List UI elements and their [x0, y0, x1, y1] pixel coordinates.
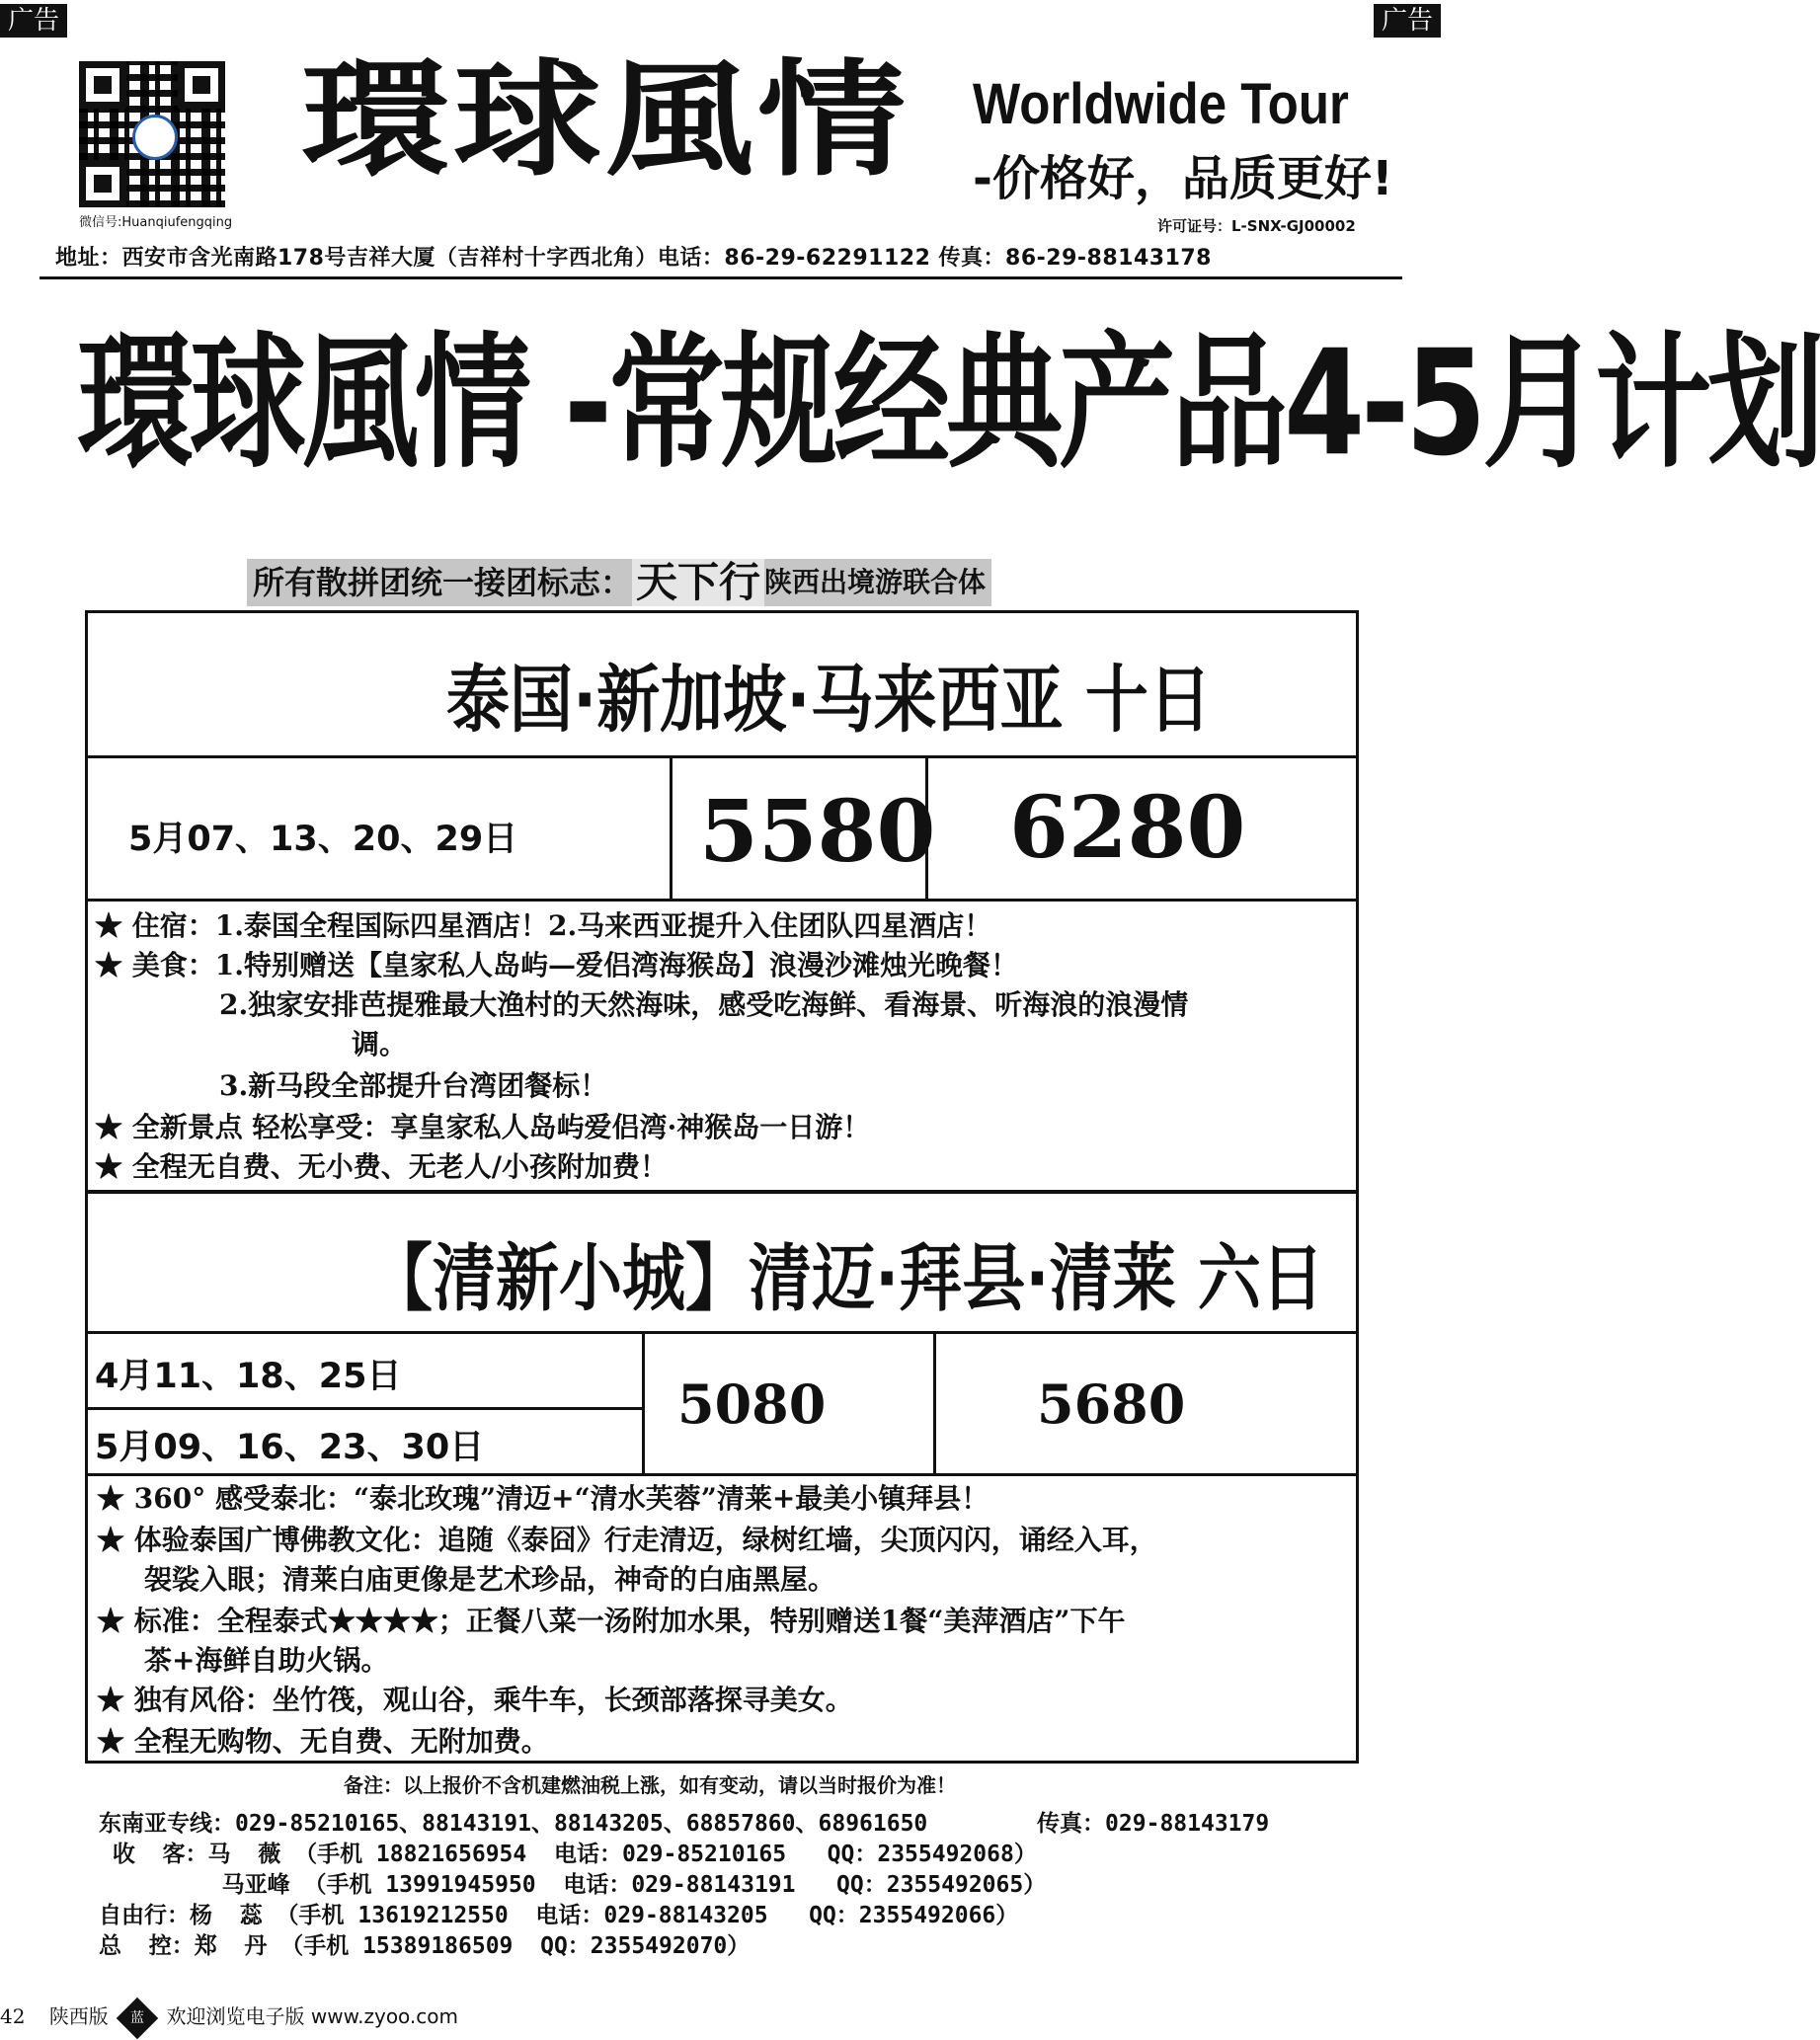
diamond-badge-icon: 蓝 [117, 1997, 158, 2038]
product2-feature: 茶+海鲜自助火锅。 [144, 1644, 389, 1677]
contact-line: 总 控：郑 丹 （手机 15389186509 QQ：2355492070） [99, 1933, 751, 1959]
product1-dates: 5月07、13、20、29日 [128, 820, 518, 859]
product2-feature: ★ 全程无购物、无自费、无附加费。 [97, 1725, 549, 1758]
product1-feature: ★ 全新景点 轻松享受：享皇家私人岛屿爱侣湾·神猴岛一日游！ [95, 1111, 871, 1143]
product2-price2: 5680 [1037, 1373, 1186, 1436]
product1-feature: ★ 全程无自费、无小费、无老人/小孩附加费！ [95, 1150, 668, 1183]
notice-org: 陕西出境游联合体 [764, 566, 987, 598]
qr-code[interactable] [79, 61, 225, 207]
english-name: Worldwide Tour [973, 72, 1349, 136]
product2-feature: ★ 标准：全程泰式★★★★；正餐八菜一汤附加水果，特别赠送1餐“美萍酒店”下午 [97, 1605, 1126, 1637]
product1-feature: ★ 美食：1.特别赠送【皇家私人岛屿—爱侣湾海猴岛】浪漫沙滩烛光晚餐！ [95, 949, 1018, 981]
edition-label: 陕西版 [48, 2004, 109, 2028]
wechat-id: 微信号:Huanqiufengqing [79, 215, 233, 230]
product2-dates-may: 5月09、16、23、30日 [95, 1428, 485, 1467]
slogan: -价格好，品质更好! [973, 151, 1393, 206]
product1-feature: 调。 [352, 1028, 408, 1060]
product1-price2: 6280 [1009, 778, 1246, 878]
product2-feature: ★ 360° 感受泰北：“泰北玫瑰”清迈+“清水芙蓉”清莱+最美小镇拜县！ [97, 1482, 989, 1515]
brand-name: 環球風情 [301, 47, 910, 195]
ad-tag-left: 广告 [0, 4, 67, 38]
page-number: 42 [0, 2004, 26, 2028]
product1-price1: 5580 [699, 782, 936, 882]
product2-price1: 5080 [677, 1373, 827, 1436]
product1-title: 泰国·新加坡·马来西亚 十日 [446, 659, 1212, 744]
divider [40, 276, 1402, 279]
contact-line: 东南亚专线：029-85210165、88143191、88143205、68857860、68961650 传真：029-88143179 [99, 1811, 1270, 1837]
contact-list [99, 1809, 1269, 1962]
product2-feature: 袈裟入眼；清莱白庙更像是艺术珍品，神奇的白庙黑屋。 [144, 1563, 836, 1596]
headline: 環球風情 -常规经典产品4-5月计划 [77, 317, 1820, 489]
brand-logo-icon [132, 115, 178, 160]
website-link[interactable]: 欢迎浏览电子版 www.zyoo.com [166, 2004, 459, 2028]
address-line: 地址：西安市含光南路178号吉祥大厦（吉祥村十字西北角）电话：86-29-62291122 传真：86-29-88143178 [55, 246, 1212, 271]
product2-feature: ★ 独有风俗：坐竹筏，观山谷，乘牛车，长颈部落探寻美女。 [97, 1684, 853, 1716]
license-number: 许可证号：L-SNX-GJ00002 [1157, 217, 1356, 235]
product1-feature: 2.独家安排芭提雅最大渔村的天然海味，感受吃海鲜、看海景、听海浪的浪漫情 [219, 988, 1189, 1021]
ad-tag-right: 广告 [1374, 4, 1441, 38]
product2-dates-april: 4月11、18、25日 [95, 1357, 402, 1396]
contact-line: 马亚峰 （手机 13991945950 电话：029-88143191 QQ：2355492065） [99, 1872, 1047, 1898]
contact-line: 自由行：杨 蕊 （手机 13619212550 电话：029-88143205 QQ：2355492066） [99, 1903, 1019, 1928]
contact-line: 收 客：马 薇 （手机 18821656954 电话：029-85210165 QQ：2355492068） [99, 1842, 1037, 1867]
product1-feature: 3.新马段全部提升台湾团餐标！ [219, 1069, 608, 1102]
footer [0, 2001, 458, 2033]
product2-title: 【清新小城】清迈·拜县·清莱 六日 [369, 1237, 1324, 1322]
group-notice [247, 559, 991, 606]
product2-feature: ★ 体验泰国广博佛教文化：追随《泰囧》行走清迈，绿树红墙，尖顶闪闪，诵经入耳， [97, 1524, 1157, 1556]
remark: 备注：以上报价不含机建燃油税上涨，如有变动，请以当时报价为准！ [344, 1773, 956, 1797]
notice-prefix: 所有散拼团统一接团标志： [253, 564, 633, 601]
notice-mark: 天下行 [632, 559, 764, 606]
product1-feature: ★ 住宿：1.泰国全程国际四星酒店！2.马来西亚提升入住团队四星酒店！ [95, 909, 992, 942]
